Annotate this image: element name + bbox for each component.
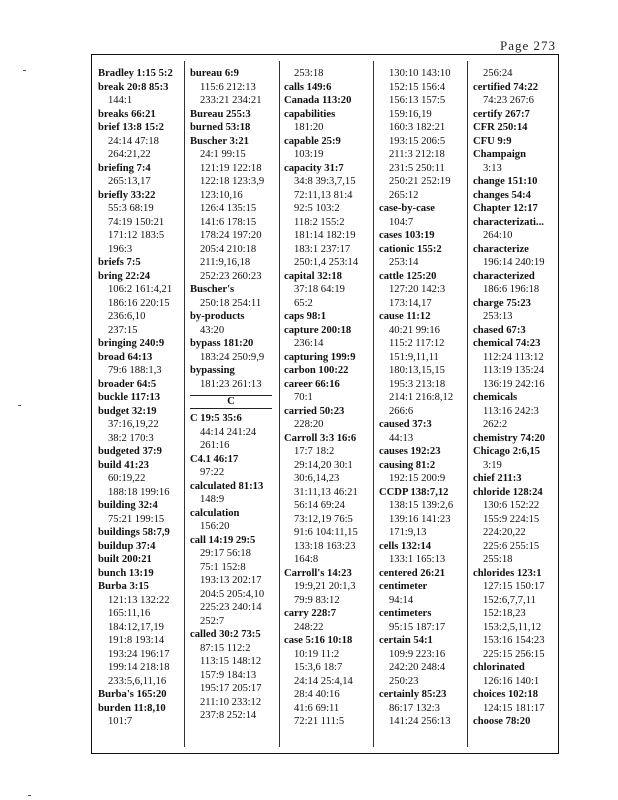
index-entry-pages: 253:14: [389, 257, 419, 268]
index-entry-term: CFR 250:14: [473, 122, 528, 133]
index-entry-pages: 155:9 224:15: [483, 513, 540, 525]
index-entry-pages: 97:22: [200, 467, 225, 478]
index-entry-pages: 136:19 242:16: [483, 378, 545, 390]
index-entry-term: bypassing: [190, 365, 235, 376]
index-entry-term: built 200:21: [98, 554, 152, 565]
index-entry-pages: 181:14 182:19: [294, 230, 356, 241]
index-entry-term: certify 267:7: [473, 108, 530, 120]
index-entry-pages: 250:21 252:19: [389, 176, 451, 187]
index-entry-pages: 250:1,4 253:14: [294, 257, 359, 268]
index-entry-term: briefly 33:22: [98, 189, 156, 201]
index-entry-pages: 184:12,17,19: [108, 621, 164, 633]
index-entry-pages: 115:6 212:13: [200, 81, 256, 93]
index-entry-pages: 156:20: [200, 521, 230, 532]
index-entry-pages: 24:14 47:18: [108, 135, 159, 147]
index-entry-pages: 171:9,13: [389, 527, 427, 538]
index-entry-term: capturing 199:9: [284, 351, 356, 363]
index-entry-term: chlorides 123:1: [473, 567, 542, 579]
index-entry-term: break 20:8 85:3: [98, 81, 169, 93]
index-entry-pages: 73:12,19 76:5: [294, 513, 353, 525]
index-entry-pages: 195:17 205:17: [200, 683, 262, 694]
scan-speck: [28, 795, 31, 796]
index-entry-pages: 91:6 104:11,15: [294, 527, 358, 538]
index-entry-term: certified 74:22: [473, 81, 539, 93]
index-entry-pages: 164:8: [294, 554, 319, 565]
index-entry-term: chief 211:3: [473, 473, 522, 484]
index-entry-term: causing 81:2: [379, 459, 436, 471]
index-entry-pages: 242:20 248:4: [389, 662, 446, 673]
index-entry-pages: 87:15 112:2: [200, 642, 251, 654]
index-entry-term: Carroll's 14:23: [284, 567, 352, 579]
index-entry-pages: 141:24 256:13: [389, 716, 451, 727]
index-entry-pages: 255:18: [483, 554, 513, 565]
index-entry-pages: 262:2: [483, 419, 508, 430]
index-entry-pages: 44:13: [389, 432, 414, 444]
index-entry-pages: 256:24: [483, 68, 513, 79]
index-entry-term: calls 149:6: [284, 81, 332, 93]
index-entry-term: budgeted 37:9: [98, 446, 162, 457]
index-entry-term: capable 25:9: [284, 135, 341, 147]
index-entry-pages: 15:3,6 18:7: [294, 662, 343, 673]
index-entry-pages: 195:3 213:18: [389, 378, 446, 390]
index-entry-term: broader 64:5: [98, 378, 157, 390]
index-entry-term: cases 103:19: [379, 230, 435, 241]
index-entry-pages: 44:14 241:24: [200, 426, 257, 438]
index-entry-term: change 151:10: [473, 176, 538, 187]
index-entry-term: capacity 31:7: [284, 162, 344, 174]
index-entry-pages: 10:19 11:2: [294, 648, 340, 660]
index-entry-term: calculation: [190, 507, 240, 519]
index-entry-term: brief 13:8 15:2: [98, 122, 164, 133]
index-entry-term: buildings 58:7,9: [98, 527, 170, 538]
index-entry-term: causes 192:23: [379, 446, 441, 457]
index-entry-pages: 24:14 25:4,14: [294, 675, 353, 687]
index-entry-pages: 171:12 183:5: [108, 230, 165, 241]
index-entry-pages: 40:21 99:16: [389, 324, 440, 336]
index-entry-pages: 237:8 252:14: [200, 710, 257, 721]
index-entry-pages: 56:14 69:24: [294, 500, 345, 511]
index-column-4: [379, 67, 467, 747]
index-entry-term: certainly 85:23: [379, 689, 447, 700]
index-entry-pages: 29:17 56:18: [200, 548, 251, 559]
index-entry-term: Burba 3:15: [98, 581, 149, 592]
index-entry-pages: 228:20: [294, 419, 324, 430]
index-entry-pages: 160:3 182:21: [389, 122, 446, 133]
index-entry-pages: 153:2,5,11,12: [483, 621, 542, 633]
index-entry-pages: 92:5 103:2: [294, 203, 340, 214]
index-entry-term: choose 78:20: [473, 716, 531, 727]
index-entry-pages: 157:9 184:13: [200, 669, 257, 681]
index-entry-term: chlorinated: [473, 662, 525, 673]
index-entry-pages: 266:6: [389, 405, 414, 417]
index-entry-term: chemistry 74:20: [473, 432, 546, 444]
index-entry-term: carried 50:23: [284, 405, 345, 417]
index-entry-pages: 74:19 150:21: [108, 216, 165, 228]
index-entry-pages: 29:14,20 30:1: [294, 459, 353, 471]
index-entry-pages: 31:11,13 46:21: [294, 486, 358, 498]
index-entry-term: briefs 7:5: [98, 257, 141, 268]
index-entry-pages: 112:24 113:12: [483, 351, 544, 363]
index-entry-term: cells 132:14: [379, 540, 432, 552]
index-entry-term: bring 22:24: [98, 270, 151, 282]
index-entry-pages: 72:21 111:5: [294, 716, 345, 727]
index-entry-pages: 101:7: [108, 716, 133, 727]
index-entry-term: choices 102:18: [473, 689, 539, 700]
index-entry-pages: 113:19 135:24: [483, 365, 545, 376]
index-entry-pages: 75:21 199:15: [108, 513, 165, 525]
index-entry-pages: 34:8 39:3,7,15: [294, 176, 356, 187]
index-entry-term: changes 54:4: [473, 189, 531, 201]
index-entry-pages: 126:16 140:1: [483, 675, 540, 687]
index-entry-pages: 151:9,11,11: [389, 351, 439, 363]
index-entry-pages: 193:15 206:5: [389, 135, 446, 147]
index-entry-term: bypass 181:20: [190, 338, 254, 349]
index-entry-term: burden 11:8,10: [98, 702, 166, 714]
index-entry-pages: 122:18 123:3,9: [200, 176, 265, 187]
index-entry-pages: 109:9 223:16: [389, 648, 446, 660]
index-entry-pages: 237:15: [108, 324, 138, 336]
index-entry-pages: 118:2 155:2: [294, 216, 345, 228]
index-entry-term: bureau 6:9: [190, 68, 239, 79]
index-column-1: [98, 67, 184, 747]
index-entry-pages: 214:1 216:8,12: [389, 392, 454, 403]
index-entry-pages: 250:18 254:11: [200, 297, 262, 309]
index-entry-pages: 173:14,17: [389, 297, 432, 309]
index-entry-term: Bradley 1:15 5:2: [98, 68, 173, 79]
index-entry-pages: 55:3 68:19: [108, 203, 154, 214]
index-entry-pages: 211:10 233:12: [200, 696, 262, 708]
index-entry-pages: 148:9: [200, 494, 225, 505]
index-entry-pages: 133:1 165:13: [389, 554, 446, 565]
index-column-2: [190, 67, 278, 747]
index-entry-pages: 225:6 255:15: [483, 540, 540, 552]
index-entry-pages: 30:6,14,23: [294, 473, 340, 484]
index-entry-pages: 130:10 143:10: [389, 68, 451, 79]
index-entry-term: chemicals: [473, 392, 518, 403]
index-entry-pages: 188:18 199:16: [108, 486, 170, 498]
index-entry-term: Canada 113:20: [284, 95, 352, 106]
index-entry-pages: 3:19: [483, 459, 502, 471]
index-entry-term: call 14:19 29:5: [190, 534, 256, 546]
index-entry-pages: 141:6 178:15: [200, 216, 257, 228]
index-entry-term: build 41:23: [98, 459, 149, 471]
index-entry-pages: 19:9,21 20:1,3: [294, 581, 356, 592]
index-entry-term: caps 98:1: [284, 311, 327, 322]
index-entry-pages: 233:5,6,11,16: [108, 675, 167, 687]
index-entry-pages: 250:23: [389, 675, 419, 687]
index-entry-term: burned 53:18: [190, 122, 251, 133]
index-entry-term: carbon 100:22: [284, 365, 349, 376]
index-entry-term: cationic 155:2: [379, 243, 442, 255]
index-entry-term: CFU 9:9: [473, 135, 512, 147]
index-entry-term: centered 26:21: [379, 567, 445, 579]
index-entry-pages: 74:23 267:6: [483, 95, 534, 106]
index-entry-pages: 103:19: [294, 149, 324, 160]
column-divider: [373, 61, 374, 747]
index-entry-pages: 139:16 141:23: [389, 513, 451, 525]
index-entry-term: Buscher 3:21: [190, 135, 249, 147]
index-entry-term: cattle 125:20: [379, 270, 437, 282]
index-entry-pages: 113:16 242:3: [483, 405, 539, 417]
index-entry-term: case-by-case: [379, 203, 435, 214]
index-entry-pages: 252:7: [200, 615, 225, 627]
index-entry-pages: 106:2 161:4,21: [108, 284, 173, 295]
index-entry-term: carry 228:7: [284, 608, 337, 619]
index-entry-pages: 127:20 142:3: [389, 284, 446, 295]
index-entry-pages: 204:5 205:4,10: [200, 588, 265, 600]
scan-speck: [18, 405, 21, 406]
index-entry-pages: 183:24 250:9,9: [200, 351, 265, 363]
index-entry-term: breaks 66:21: [98, 108, 156, 120]
index-entry-pages: 265:13,17: [108, 176, 151, 187]
index-entry-pages: 60:19,22: [108, 473, 146, 484]
index-entry-term: charge 75:23: [473, 297, 531, 309]
index-entry-term: chemical 74:23: [473, 338, 541, 349]
index-entry-term: characterizati...: [473, 216, 544, 228]
index-entry-pages: 199:14 218:18: [108, 662, 170, 673]
index-entry-term: caused 37:3: [379, 419, 432, 430]
index-entry-pages: 165:11,16: [108, 608, 151, 619]
index-entry-pages: 183:1 237:17: [294, 243, 351, 255]
index-entry-term: characterize: [473, 243, 529, 255]
index-entry-pages: 79:6 188:1,3: [108, 365, 162, 376]
index-entry-pages: 115:2 117:12: [389, 338, 445, 349]
index-entry-term: case 5:16 10:18: [284, 635, 353, 646]
index-entry-term: broad 64:13: [98, 351, 153, 363]
index-entry-pages: 124:15 181:17: [483, 702, 545, 714]
index-entry-pages: 79:9 83:12: [294, 594, 340, 606]
index-entry-pages: 211:9,16,18: [200, 257, 251, 268]
index-entry-pages: 205:4 210:18: [200, 243, 257, 255]
index-entry-term: chloride 128:24: [473, 486, 543, 498]
index-entry-term: by-products: [190, 311, 245, 322]
index-entry-pages: 192:15 200:9: [389, 473, 446, 484]
index-entry-pages: 233:21 234:21: [200, 95, 262, 106]
index-entry-pages: 181:20: [294, 122, 324, 133]
index-entry-pages: 127:15 150:17: [483, 581, 545, 592]
index-entry-pages: 104:7: [389, 216, 414, 228]
index-entry-pages: 144:1: [108, 95, 133, 106]
index-entry-term: Bureau 255:3: [190, 108, 251, 120]
index-entry-pages: 94:14: [389, 594, 414, 606]
index-entry-pages: 180:13,15,15: [389, 365, 445, 376]
index-entry-pages: 153:16 154:23: [483, 635, 545, 646]
scan-speck: [23, 70, 26, 71]
index-entry-term: capital 32:18: [284, 270, 342, 282]
index-entry-term: capture 200:18: [284, 324, 352, 336]
index-entry-pages: 72:11,13 81:4: [294, 189, 353, 201]
index-entry-pages: 191:8 193:14: [108, 635, 165, 646]
index-entry-term: budget 32:19: [98, 405, 157, 417]
index-entry-pages: 28:4 40:16: [294, 689, 340, 700]
index-entry-pages: 186:16 220:15: [108, 297, 170, 309]
index-entry-pages: 113:15 148:12: [200, 656, 262, 667]
index-entry-term: Chicago 2:6,15: [473, 446, 541, 457]
index-entry-pages: 225:23 240:14: [200, 602, 262, 613]
index-entry-term: building 32:4: [98, 500, 158, 511]
index-entry-pages: 95:15 187:17: [389, 621, 446, 633]
index-entry-pages: 138:15 139:2,6: [389, 500, 454, 511]
index-entry-pages: 224:20,22: [483, 527, 526, 538]
index-entry-term: career 66:16: [284, 378, 340, 390]
index-entry-term: C4.1 46:17: [190, 453, 239, 465]
index-entry-pages: 121:13 132:22: [108, 594, 170, 606]
index-entry-pages: 41:6 69:11: [294, 702, 340, 714]
index-entry-pages: 193:13 202:17: [200, 575, 262, 586]
index-entry-term: buildup 37:4: [98, 540, 156, 552]
index-entry-term: bunch 13:19: [98, 567, 154, 579]
page-number: Page 273: [499, 38, 556, 53]
index-entry-pages: 248:22: [294, 621, 324, 633]
index-entry-pages: 252:23 260:23: [200, 270, 262, 282]
index-entry-term: Chapter 12:17: [473, 203, 538, 214]
index-entry-pages: 70:1: [294, 392, 313, 403]
index-entry-pages: 196:3: [108, 243, 133, 255]
index-page-frame: [91, 54, 559, 754]
index-entry-pages: 193:24 196:17: [108, 648, 170, 660]
index-entry-pages: 236:14: [294, 338, 324, 349]
index-entry-term: centimeters: [379, 608, 432, 619]
column-divider: [279, 61, 280, 747]
index-entry-pages: 231:5 250:11: [389, 162, 445, 174]
index-entry-pages: 264:10: [483, 230, 513, 241]
index-entry-pages: 211:3 212:18: [389, 149, 445, 160]
index-entry-pages: 261:16: [200, 440, 230, 451]
index-entry-term: characterized: [473, 270, 535, 282]
index-entry-pages: 253:13: [483, 311, 513, 322]
index-entry-pages: 152:18,23: [483, 608, 526, 619]
index-entry-pages: 156:13 157:5: [389, 95, 446, 106]
index-entry-term: calculated 81:13: [190, 480, 264, 492]
index-entry-pages: 264:21,22: [108, 149, 151, 160]
index-entry-term: cause 11:12: [379, 311, 431, 322]
index-entry-term: buckle 117:13: [98, 392, 161, 403]
index-entry-term: briefing 7:4: [98, 162, 151, 174]
index-entry-pages: 181:23 261:13: [200, 378, 262, 390]
index-entry-term: Buscher's: [190, 284, 235, 295]
index-entry-term: capabilities: [284, 108, 336, 120]
index-entry-pages: 265:12: [389, 189, 419, 201]
index-entry-pages: 65:2: [294, 297, 313, 309]
index-entry-pages: 38:2 170:3: [108, 432, 154, 444]
index-entry-pages: 159:16,19: [389, 108, 432, 120]
index-entry-term: centimeter: [379, 581, 428, 592]
index-entry-term: bringing 240:9: [98, 338, 165, 349]
index-entry-term: Carroll 3:3 16:6: [284, 432, 357, 444]
index-entry-pages: 123:10,16: [200, 189, 243, 201]
index-entry-pages: 236:6,10: [108, 311, 146, 322]
index-entry-term: C 19:5 35:6: [190, 413, 242, 424]
index-entry-term: Champaign: [473, 149, 526, 160]
index-column-3: [284, 67, 372, 747]
index-entry-pages: 75:1 152:8: [200, 561, 246, 573]
index-entry-pages: 186:6 196:18: [483, 284, 540, 295]
index-entry-pages: 43:20: [200, 324, 225, 336]
index-column-5: [473, 67, 559, 747]
index-entry-pages: 152:15 156:4: [389, 81, 446, 93]
column-divider: [184, 61, 185, 747]
index-entry-pages: 152:6,7,7,11: [483, 594, 536, 606]
index-entry-pages: 121:19 122:18: [200, 162, 262, 174]
index-entry-pages: 133:18 163:23: [294, 540, 356, 552]
index-entry-term: called 30:2 73:5: [190, 629, 261, 640]
index-entry-pages: 196:14 240:19: [483, 257, 545, 268]
index-entry-pages: 126:4 135:15: [200, 203, 257, 214]
index-entry-pages: 253:18: [294, 68, 324, 79]
index-entry-pages: 24:1 99:15: [200, 149, 246, 160]
index-entry-term: CCDP 138:7,12: [379, 486, 449, 498]
section-letter-heading: C: [190, 395, 272, 409]
index-entry-term: certain 54:1: [379, 635, 433, 646]
index-entry-pages: 37:18 64:19: [294, 284, 345, 295]
index-entry-pages: 17:7 18:2: [294, 446, 335, 457]
index-entry-pages: 178:24 197:20: [200, 230, 262, 241]
index-entry-term: Burba's 165:20: [98, 689, 167, 700]
index-entry-pages: 130:6 152:22: [483, 500, 540, 511]
index-entry-term: chased 67:3: [473, 324, 526, 336]
index-entry-pages: 225:15 256:15: [483, 648, 545, 660]
index-entry-pages: 3:13: [483, 162, 502, 174]
column-divider: [467, 61, 468, 747]
index-entry-pages: 86:17 132:3: [389, 702, 440, 714]
index-entry-pages: 37:16,19,22: [108, 419, 159, 430]
